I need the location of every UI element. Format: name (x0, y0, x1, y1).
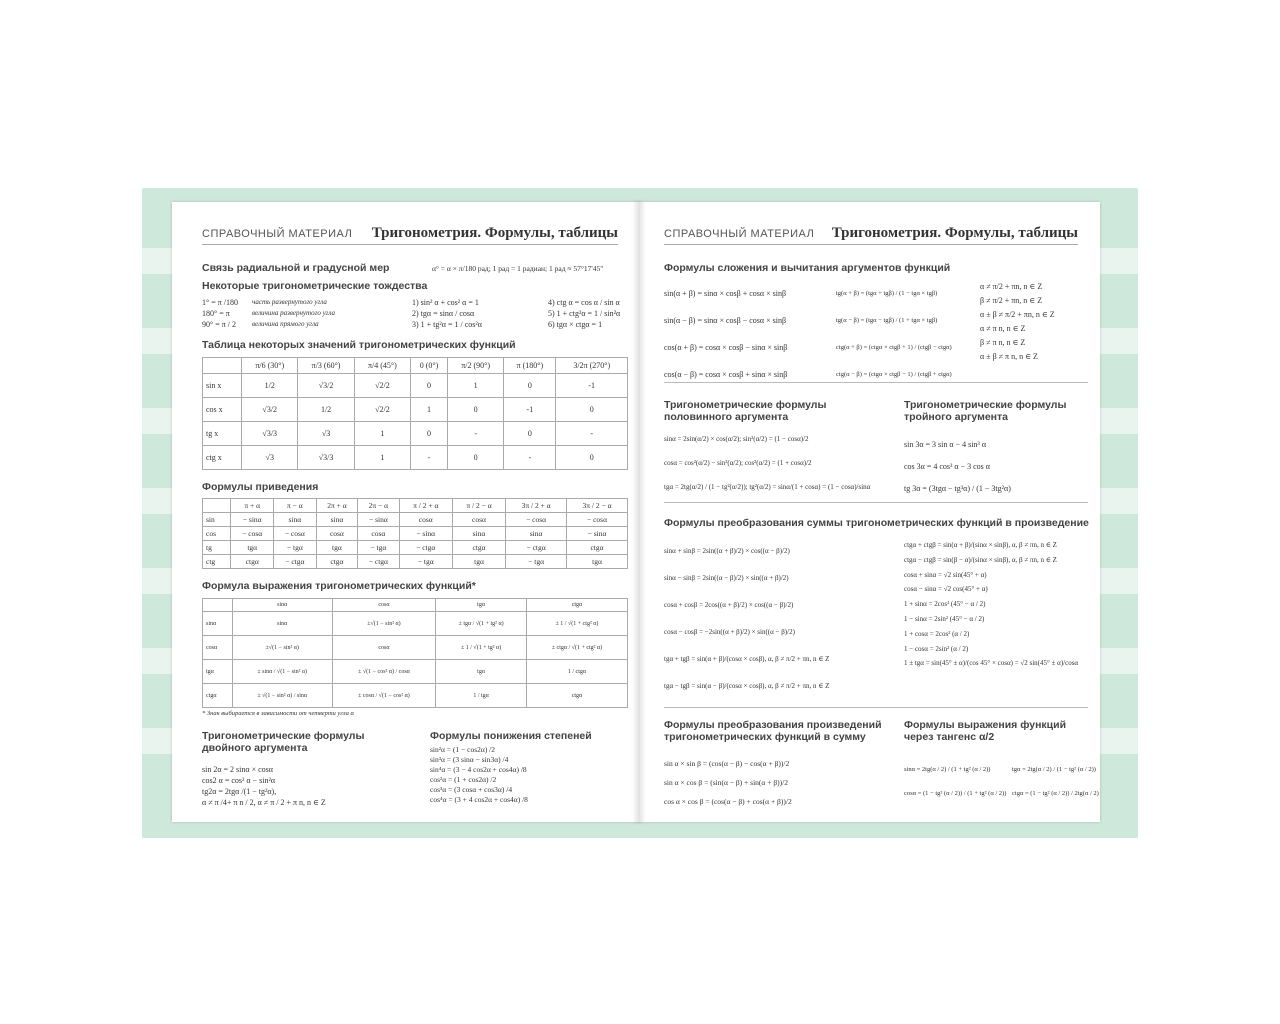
formula: 1 − cosα = 2sin² (α / 2) (904, 644, 969, 653)
table-cell: ctgα (567, 541, 628, 555)
formula: tg(α − β) = (tgα − tgβ) / (1 + tgα × tgβ) (836, 317, 938, 324)
table-cell: cos (203, 527, 231, 541)
formula: α ± β ≠ π/2 + πn, n ∈ Z (980, 310, 1055, 319)
identity-line: часть развернутого угла (252, 298, 327, 306)
table-cell: − ctgα (506, 541, 567, 555)
table-cell: ctgα (526, 684, 627, 708)
formula-list (904, 434, 1011, 500)
table-row (203, 660, 628, 684)
section-title: Формулы выражения функций через тангенс α/2 (904, 719, 1067, 743)
table-cell (203, 599, 233, 612)
table-cell: ctgα (526, 599, 627, 612)
table-cell: π/2 (90°) (447, 358, 503, 374)
table-cell: − cosα (231, 527, 274, 541)
table-cell: π − α (274, 499, 317, 513)
section-title: Тригонометрические формулы тройного аргумента (904, 399, 1067, 423)
table-cell: cosα (452, 513, 505, 527)
section-title: Формулы преобразования произведений тригонометрических функций в сумму (664, 719, 882, 743)
table-cell: − sinα (567, 527, 628, 541)
table-cell: tgα (203, 660, 233, 684)
identity-col (412, 297, 482, 330)
table-cell: √3 (298, 422, 354, 446)
formula: tg2α = 2tgα /(1 − tg²α), (202, 787, 277, 796)
formula: α° = α × π/180 рад; 1 рад = 1 радиан; 1 рад ≈ 57°17'45" (432, 264, 604, 273)
formula: cos(α − β) = cosα × cosβ + sinα × sinβ (664, 370, 788, 379)
left-page (172, 202, 642, 822)
formula-list (1012, 758, 1099, 806)
formula: ctg(α + β) = (ctgα × ctgβ + 1) / (ctgβ − ctgα) (836, 344, 952, 351)
table-cell: tgα (567, 555, 628, 569)
table-row (203, 527, 628, 541)
formula: sinα = 2sin(α/2) × cos(α/2); sin²(α/2) = (1 − cosα)/2 (664, 435, 809, 443)
table-cell: 3π / 2 + α (506, 499, 567, 513)
table-row (203, 446, 628, 470)
table-cell: 3π / 2 − α (567, 499, 628, 513)
identity-line: 180° = π (202, 309, 230, 318)
formula: ctgα + ctgβ = sin(α + β)/(sinα × sinβ), α, β ≠ πn, n ∈ Z (904, 541, 1057, 549)
table-cell: ctgα (203, 684, 233, 708)
formula: 1 + cosα = 2cos² (α / 2) (904, 629, 970, 638)
table-cell: cosα (332, 636, 436, 660)
identity-line: величина развернутого угла (252, 309, 335, 317)
page-title: Тригонометрия. Формулы, таблицы (371, 225, 618, 241)
table-cell: 1 (447, 374, 503, 398)
section-title: Формулы приведения (202, 481, 319, 493)
divider (664, 382, 1088, 383)
identity-line: величина прямого угла (252, 320, 319, 328)
book-cover (142, 188, 1138, 838)
header-label: СПРАВОЧНЫЙ МАТЕРИАЛ (664, 228, 815, 240)
divider (664, 502, 1088, 503)
table-row (203, 374, 628, 398)
table-cell: 0 (0°) (411, 358, 448, 374)
table-cell: sinα (232, 599, 332, 612)
identity-col (252, 297, 335, 330)
table-cell: √3/3 (298, 446, 354, 470)
formula: ctgα = (1 − tg² (α / 2)) / 2tg(α / 2) (1012, 790, 1099, 797)
table-cell: ± sinα / √(1 − sin² α) (232, 660, 332, 684)
formula: 1 ± tgα = sin(45° ± α)/(cos 45° × cosα) = √2 sin(45° ± α)/cosα (904, 659, 1079, 668)
table-cell: 0 (411, 374, 448, 398)
formula-list (664, 280, 787, 388)
table-cell: ± 1 / √(1 + tg² α) (436, 636, 527, 660)
formula-list (202, 764, 326, 808)
formula: cos(α + β) = cosα × cosβ − sinα × sinβ (664, 343, 788, 352)
table-cell: − ctgα (399, 541, 452, 555)
table-cell: sinα (274, 513, 317, 527)
formula: cosα = cos²(α/2) − sin²(α/2); cos²(α/2) = (1 + cosα)/2 (664, 459, 812, 467)
table-cell: tgα (316, 541, 357, 555)
table-cell: -1 (556, 374, 628, 398)
table-cell: sinα (452, 527, 505, 541)
table-cell: π/6 (30°) (242, 358, 298, 374)
table-cell: π + α (231, 499, 274, 513)
formula: sinα + sinβ = 2sin((α + β)/2) × cos((α − β)/2) (664, 547, 790, 555)
formula-list (664, 538, 829, 700)
table-cell: − ctgα (358, 555, 399, 569)
table-cell: sin (203, 513, 231, 527)
formula-list (904, 758, 1006, 806)
table-cell: π (180°) (504, 358, 556, 374)
formula: sin³α = (3 sinα − sin3α) /4 (430, 755, 509, 764)
table-header-row (203, 599, 628, 612)
table-row (203, 513, 628, 527)
table-cell: - (556, 422, 628, 446)
table-row (203, 684, 628, 708)
formula: α ≠ π n, n ∈ Z (980, 324, 1026, 333)
formula: tg 3α = (3tgα − tg³α) / (1 − 3tg²α) (904, 484, 1011, 493)
identity-line: 1) sin² α + cos² α = 1 (412, 298, 479, 307)
table-cell: ± √(1 − sin² α) / sinα (232, 684, 332, 708)
formula-list (430, 745, 528, 805)
table-cell: tgα (231, 541, 274, 555)
table-cell: cos x (203, 398, 242, 422)
formula: sin α × cos β = (sin(α − β) + sin(α + β))/2 (664, 778, 788, 787)
table-cell: √3/2 (298, 374, 354, 398)
formula: cos³α = (3 cosα + cos3α) /4 (430, 785, 513, 794)
table-cell: -1 (504, 398, 556, 422)
page-header (664, 222, 1078, 245)
table-row (203, 422, 628, 446)
table-cell: − tgα (274, 541, 317, 555)
table-cell: sinα (232, 612, 332, 636)
formula: α ± β ≠ π n, n ∈ Z (980, 352, 1038, 361)
table-cell: − cosα (274, 527, 317, 541)
table-cell: ctg x (203, 446, 242, 470)
table-header-row (203, 499, 628, 513)
formula: 1 + sinα = 2cos² (45° − α / 2) (904, 600, 986, 609)
table-cell: √3 (242, 446, 298, 470)
section-title: Тригонометрические формулы половинного аргумента (664, 399, 827, 423)
formula: sinα = 2tg(α / 2) / (1 + tg² (α / 2)) (904, 766, 991, 773)
table-header-row (203, 358, 628, 374)
identity-col (548, 297, 620, 330)
table-cell: 1 (354, 446, 410, 470)
divider (664, 707, 1088, 708)
table-cell: − tgα (358, 541, 399, 555)
formula: cos 3α = 4 cos³ α − 3 cos α (904, 462, 990, 471)
table-cell: cosα (358, 527, 399, 541)
table-cell: - (504, 446, 556, 470)
formula: cosα − sinα = √2 cos(45° + α) (904, 585, 988, 594)
formula: cos2 α = cos² α − sin²α (202, 776, 276, 785)
formula-list (836, 280, 952, 388)
formula: sinα − sinβ = 2sin((α − β)/2) × sin((α + β)/2) (664, 574, 789, 582)
formula: tgα = 2tg(α / 2) / (1 − tg² (α / 2)) (1012, 766, 1096, 773)
table-cell: 1/2 (298, 398, 354, 422)
table-cell: sinα (316, 513, 357, 527)
table-cell: − cosα (567, 513, 628, 527)
formula: cos α × cos β = (cos(α − β) + cos(α + β))/2 (664, 797, 792, 806)
table-cell: tg (203, 541, 231, 555)
section-title: Формулы преобразования суммы тригонометрических функций в произведение (664, 517, 1089, 529)
formula: sin²α = (1 − cos2α) /2 (430, 745, 496, 754)
table-cell: 0 (504, 374, 556, 398)
section-title: Тригонометрические формулы двойного аргумента (202, 730, 365, 754)
table-cell: − tgα (399, 555, 452, 569)
table-cell: 1 (411, 398, 448, 422)
formula: sin(α − β) = sinα × cosβ − cosα × sinβ (664, 316, 787, 325)
formula: sin α × sin β = (cos(α − β) − cos(α + β))/2 (664, 759, 790, 768)
table-cell: 0 (504, 422, 556, 446)
formula: cosα + cosβ = 2cos((α + β)/2) × cos((α − β)/2) (664, 601, 794, 609)
table-cell: tgα (436, 599, 527, 612)
formula: cosα − cosβ = −2sin((α + β)/2) × sin((α − β)/2) (664, 628, 795, 636)
table-cell: 2π + α (316, 499, 357, 513)
table-cell: sinα (506, 527, 567, 541)
formula: cos⁴α = (3 + 4 cos2α + cos4α) /8 (430, 795, 528, 804)
table-cell: sinα (203, 612, 233, 636)
table-cell: ± tgα / √(1 + tg² α) (436, 612, 527, 636)
table-cell: 1 / tgα (436, 684, 527, 708)
table-cell: cosα (316, 527, 357, 541)
table-cell: 0 (447, 398, 503, 422)
values-table (202, 357, 628, 470)
table-cell: π/4 (45°) (354, 358, 410, 374)
table-cell: ± cosα / √(1 − cos² α) (332, 684, 436, 708)
table-cell: ctg (203, 555, 231, 569)
formula: 1 − sinα = 2sin² (45° − α / 2) (904, 614, 985, 623)
table-cell: 0 (556, 398, 628, 422)
table-cell: ± 1 / √(1 + ctg² α) (526, 612, 627, 636)
table-row (203, 612, 628, 636)
table-cell: − sinα (358, 513, 399, 527)
table-cell: 1 / ctgα (526, 660, 627, 684)
section-title: Формула выражения тригонометрических функций* (202, 580, 476, 592)
table-cell: ±√(1 − sin² α) (232, 636, 332, 660)
table-cell: π / 2 − α (452, 499, 505, 513)
table-cell: tg x (203, 422, 242, 446)
table-cell: ctgα (231, 555, 274, 569)
identity-line: 2) tgα = sinα / cosα (412, 309, 475, 318)
identity-line: 6) tgα × ctgα = 1 (548, 320, 603, 329)
formula: α ≠ π /4+ π n / 2, α ≠ π / 2 + π n, n ∈ Z (202, 798, 326, 807)
table-cell: π / 2 + α (399, 499, 452, 513)
formula: β ≠ π n, n ∈ Z (980, 338, 1026, 347)
table-cell: tgα (436, 660, 527, 684)
identity-line: 3) 1 + tg²α = 1 / cos²α (412, 320, 482, 329)
formula: tg(α + β) = (tgα + tgβ) / (1 − tgα × tgβ) (836, 290, 938, 297)
table-cell: 3/2π (270°) (556, 358, 628, 374)
table-cell: 1/2 (242, 374, 298, 398)
table-cell: √3/3 (242, 422, 298, 446)
formula-list (664, 427, 870, 499)
formula: sin 3α = 3 sin α − 4 sin³ α (904, 440, 987, 449)
book-gutter (632, 202, 646, 822)
table-cell (203, 358, 242, 374)
expression-table (202, 598, 628, 708)
table-cell: ctgα (452, 541, 505, 555)
table-cell: − cosα (506, 513, 567, 527)
section-title: Формулы сложения и вычитания аргументов функций (664, 262, 951, 274)
formula: ctgα − ctgβ = sin(β − α)/(sinα × sinβ), α, β ≠ πn, n ∈ Z (904, 555, 1057, 564)
table-cell: − tgα (506, 555, 567, 569)
header-label: СПРАВОЧНЫЙ МАТЕРИАЛ (202, 228, 353, 240)
formula: tgα + tgβ = sin(α + β)/(cosα × cosβ), α, β ≠ π/2 + πn, n ∈ Z (664, 655, 830, 663)
identity-line: 5) 1 + ctg²α = 1 / sin²α (548, 309, 621, 318)
table-cell: 0 (411, 422, 448, 446)
formula: tgα − tgβ = sin(α − β)/(cosα × cosβ), α, β ≠ π/2 + πn, n ∈ Z (664, 682, 830, 690)
formula-list (664, 754, 792, 811)
table-cell: - (447, 422, 503, 446)
table-cell: − ctgα (274, 555, 317, 569)
table-cell: − sinα (231, 513, 274, 527)
table-cell: 0 (447, 446, 503, 470)
identity-line: 90° = π / 2 (202, 320, 236, 329)
formula-list (904, 538, 1078, 671)
reduction-table (202, 498, 628, 569)
table-row (203, 636, 628, 660)
section-title: Связь радиальной и градусной мер (202, 262, 390, 274)
section-title: Таблица некоторых значений тригонометрических функций (202, 339, 516, 351)
formula: sin 2α = 2 sinα × cosα (202, 765, 273, 774)
table-cell: cosα (332, 599, 436, 612)
identity-line: 1° = π /180 (202, 298, 238, 307)
formula: ctg(α − β) = (ctgα × ctgβ − 1) / (ctgβ + ctgα) (836, 371, 952, 378)
table-cell: ctgα (316, 555, 357, 569)
formula: cosα + sinα = √2 sin(45° + α) (904, 570, 987, 579)
table-cell: ± √(1 − cos² α) / cosα (332, 660, 436, 684)
table-cell: cosα (399, 513, 452, 527)
formula: sin(α + β) = sinα × cosβ + cosα × sinβ (664, 289, 787, 298)
table-cell: √2/2 (354, 398, 410, 422)
formula: cos²α = (1 + cos2α) /2 (430, 775, 497, 784)
table-cell: − sinα (399, 527, 452, 541)
table-cell: ±√(1 − sin² α) (332, 612, 436, 636)
table-cell: π/3 (60°) (298, 358, 354, 374)
table-row (203, 398, 628, 422)
formula: tgα = 2tg(α/2) / (1 − tg²(α/2)); tg²(α/2) = sinα/(1 + cosα) = (1 − cosα)/sinα (664, 483, 871, 491)
table-cell: √3/2 (242, 398, 298, 422)
page-header (202, 222, 618, 245)
section-title: Некоторые тригонометрические тождества (202, 280, 428, 292)
table-cell: ± ctgα / √(1 + ctg² α) (526, 636, 627, 660)
identity-line: 4) ctg α = cos α / sin α (548, 298, 620, 307)
formula: cosα = (1 − tg² (α / 2)) / (1 + tg² (α / 2)) (904, 790, 1007, 797)
table-cell: - (411, 446, 448, 470)
formula: sin⁴α = (3 − 4 cos2α + cos4α) /8 (430, 765, 527, 774)
table-cell: cosα (203, 636, 233, 660)
table-row (203, 555, 628, 569)
table-cell: √2/2 (354, 374, 410, 398)
formula-list (980, 280, 1055, 364)
table-cell: 2π − α (358, 499, 399, 513)
table-row (203, 541, 628, 555)
table-cell: tgα (452, 555, 505, 569)
table-cell (203, 499, 231, 513)
table-cell: sin x (203, 374, 242, 398)
table-cell: 1 (354, 422, 410, 446)
right-page (634, 202, 1100, 822)
formula: β ≠ π/2 + πn, n ∈ Z (980, 296, 1043, 305)
footnote: * Знак выбирается в зависимости от четверти угла α (202, 710, 354, 717)
page-title: Тригонометрия. Формулы, таблицы (831, 225, 1078, 241)
table-cell: 0 (556, 446, 628, 470)
identity-col (202, 297, 238, 330)
section-title: Формулы понижения степеней (430, 730, 592, 742)
formula: α ≠ π/2 + πn, n ∈ Z (980, 282, 1043, 291)
